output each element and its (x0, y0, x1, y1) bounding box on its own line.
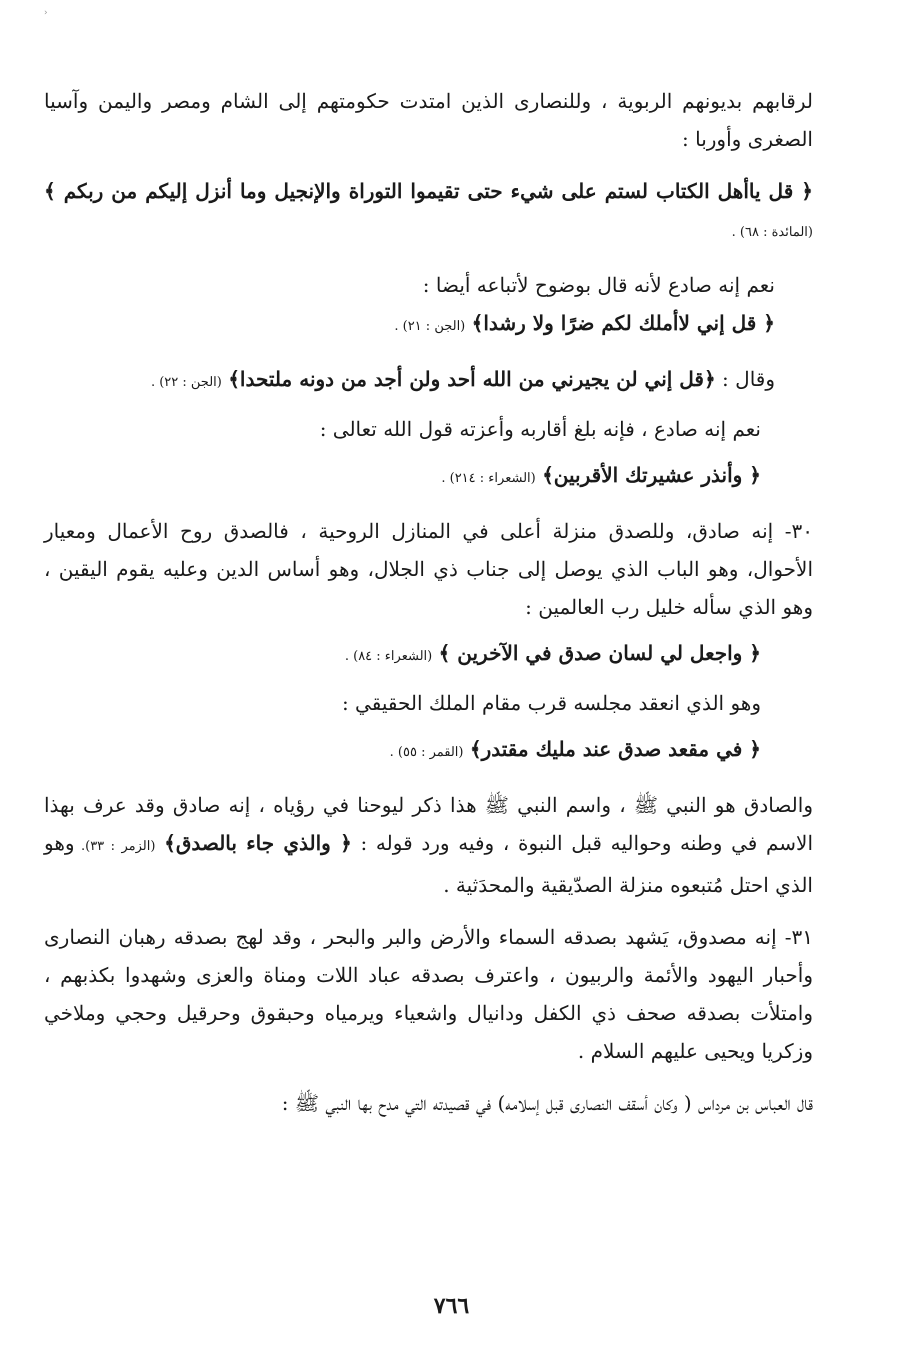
quran-text: ﴿ واجعل لي لسان صدق في الآخرين ﴾ (438, 641, 761, 665)
quran-text: ﴿ وأنذر عشيرتك الأقربين﴾ (542, 463, 761, 487)
verse-reference: (الشعراء : ٨٤) . (344, 649, 433, 664)
paragraph-abbas: قال العباس بن مرداس ( وكان أسقف النصارى قبل إسلامه) في قصيدته التي مدح بها النبي ﷺ : (281, 1091, 813, 1115)
paragraph-1: لرقابهم بديونهم الربوية ، وللنصارى الذين امتدت حكومتهم إلى الشام ومصر واليمن وآسيا الصغرى وأوربا : (44, 89, 813, 151)
quran-text: ﴿ والذي جاء بالصدق﴾ (164, 831, 352, 855)
paragraph-31: ٣١- إنه مصدوق، يَشهد بصدقه السماء والأرض والبر والبحر ، وقد لهج بصدقه رهبان النصارى وأحبار اليهود والأئمة والربيون ، واعترف بصدقه عباد اللات ومناة والعزى وشهدوا بكذبهم ، وامتلأت بصدقه صحف ذي الكفل ودانيال واشعياء ويرمياه وحبقوق وحرقيل وحجي وملاخي وزكريا ويحيى عليهم السلام . (44, 925, 813, 1063)
verse-reference: (المائدة : ٦٨) . (731, 225, 813, 240)
paragraph-sadiq (44, 786, 813, 904)
corner-mark: ‹ (44, 8, 48, 18)
verse-reference: (الجن : ٢١) . (394, 319, 466, 334)
quran-text: ﴿ قل إني لاأملك لكم ضرًا ولا رشدا﴾ (471, 311, 775, 335)
verse-reference: (الزمر : ٣٣). (74, 839, 156, 854)
verse-reference: (القمر : ٥٥) . (389, 745, 464, 760)
quran-verse-jinn-22 (44, 360, 813, 402)
paragraph-30: ٣٠- إنه صادق، وللصدق منزلة أعلى في المنازل الروحية ، فالصدق روح الأعمال ومعيار الأحوال، وهو الباب الذي يوصل إلى جناب ذي الجلال، وهو أساس الدين وعليه يقوم اليقين ، وهو الذي سأله خليل رب العالمين : (44, 519, 813, 619)
verse-reference: (الجن : ٢٢) . (150, 375, 222, 390)
paragraph-10: وهو الذي انعقد مجلسه قرب مقام الملك الحقيقي : (341, 691, 761, 715)
page-number: ٧٦٦ (433, 1293, 470, 1319)
quran-verse-maidah (44, 172, 813, 252)
page-body (44, 82, 813, 1122)
paragraph-text-end: وهو الذي احتل مُتبعوه منزلة الصدّيقية والمحدَثية . (44, 831, 813, 897)
paragraph-3: نعم إنه صادع لأنه قال بوضوح لأتباعه أيضا : (422, 273, 775, 297)
paragraph-6: نعم إنه صادع ، فإنه بلغ أقاربه وأعزته قول الله تعالى : (319, 417, 761, 441)
quran-verse-shuara-84 (44, 634, 813, 676)
quran-text: ﴿قل إني لن يجيرني من الله أحد ولن أجد من دونه ملتحدا﴾ (228, 367, 716, 391)
paragraph-text: والصادق هو النبي ﷺ ، واسم النبي ﷺ هذا ذكر ليوحنا في رؤياه ، إنه صادق وقد عرف بهذا الاسم في وطنه وحواليه قبل النبوة ، وفيه ورد قوله : (44, 793, 814, 855)
quran-verse-shuara-214 (44, 456, 813, 498)
quran-verse-qamar-55 (44, 730, 813, 772)
quran-text: ﴿ قل ياأهل الكتاب لستم على شيء حتى تقيموا التوراة والإنجيل وما أنزل إليكم من ربكم ﴾ (44, 179, 813, 203)
quran-text: ﴿ في مقعد صدق عند مليك مقتدر﴾ (469, 737, 761, 761)
quran-verse-jinn-21 (44, 304, 813, 346)
verse-prefix: وقال : (715, 367, 775, 391)
verse-reference: (الشعراء : ٢١٤) . (441, 471, 536, 486)
